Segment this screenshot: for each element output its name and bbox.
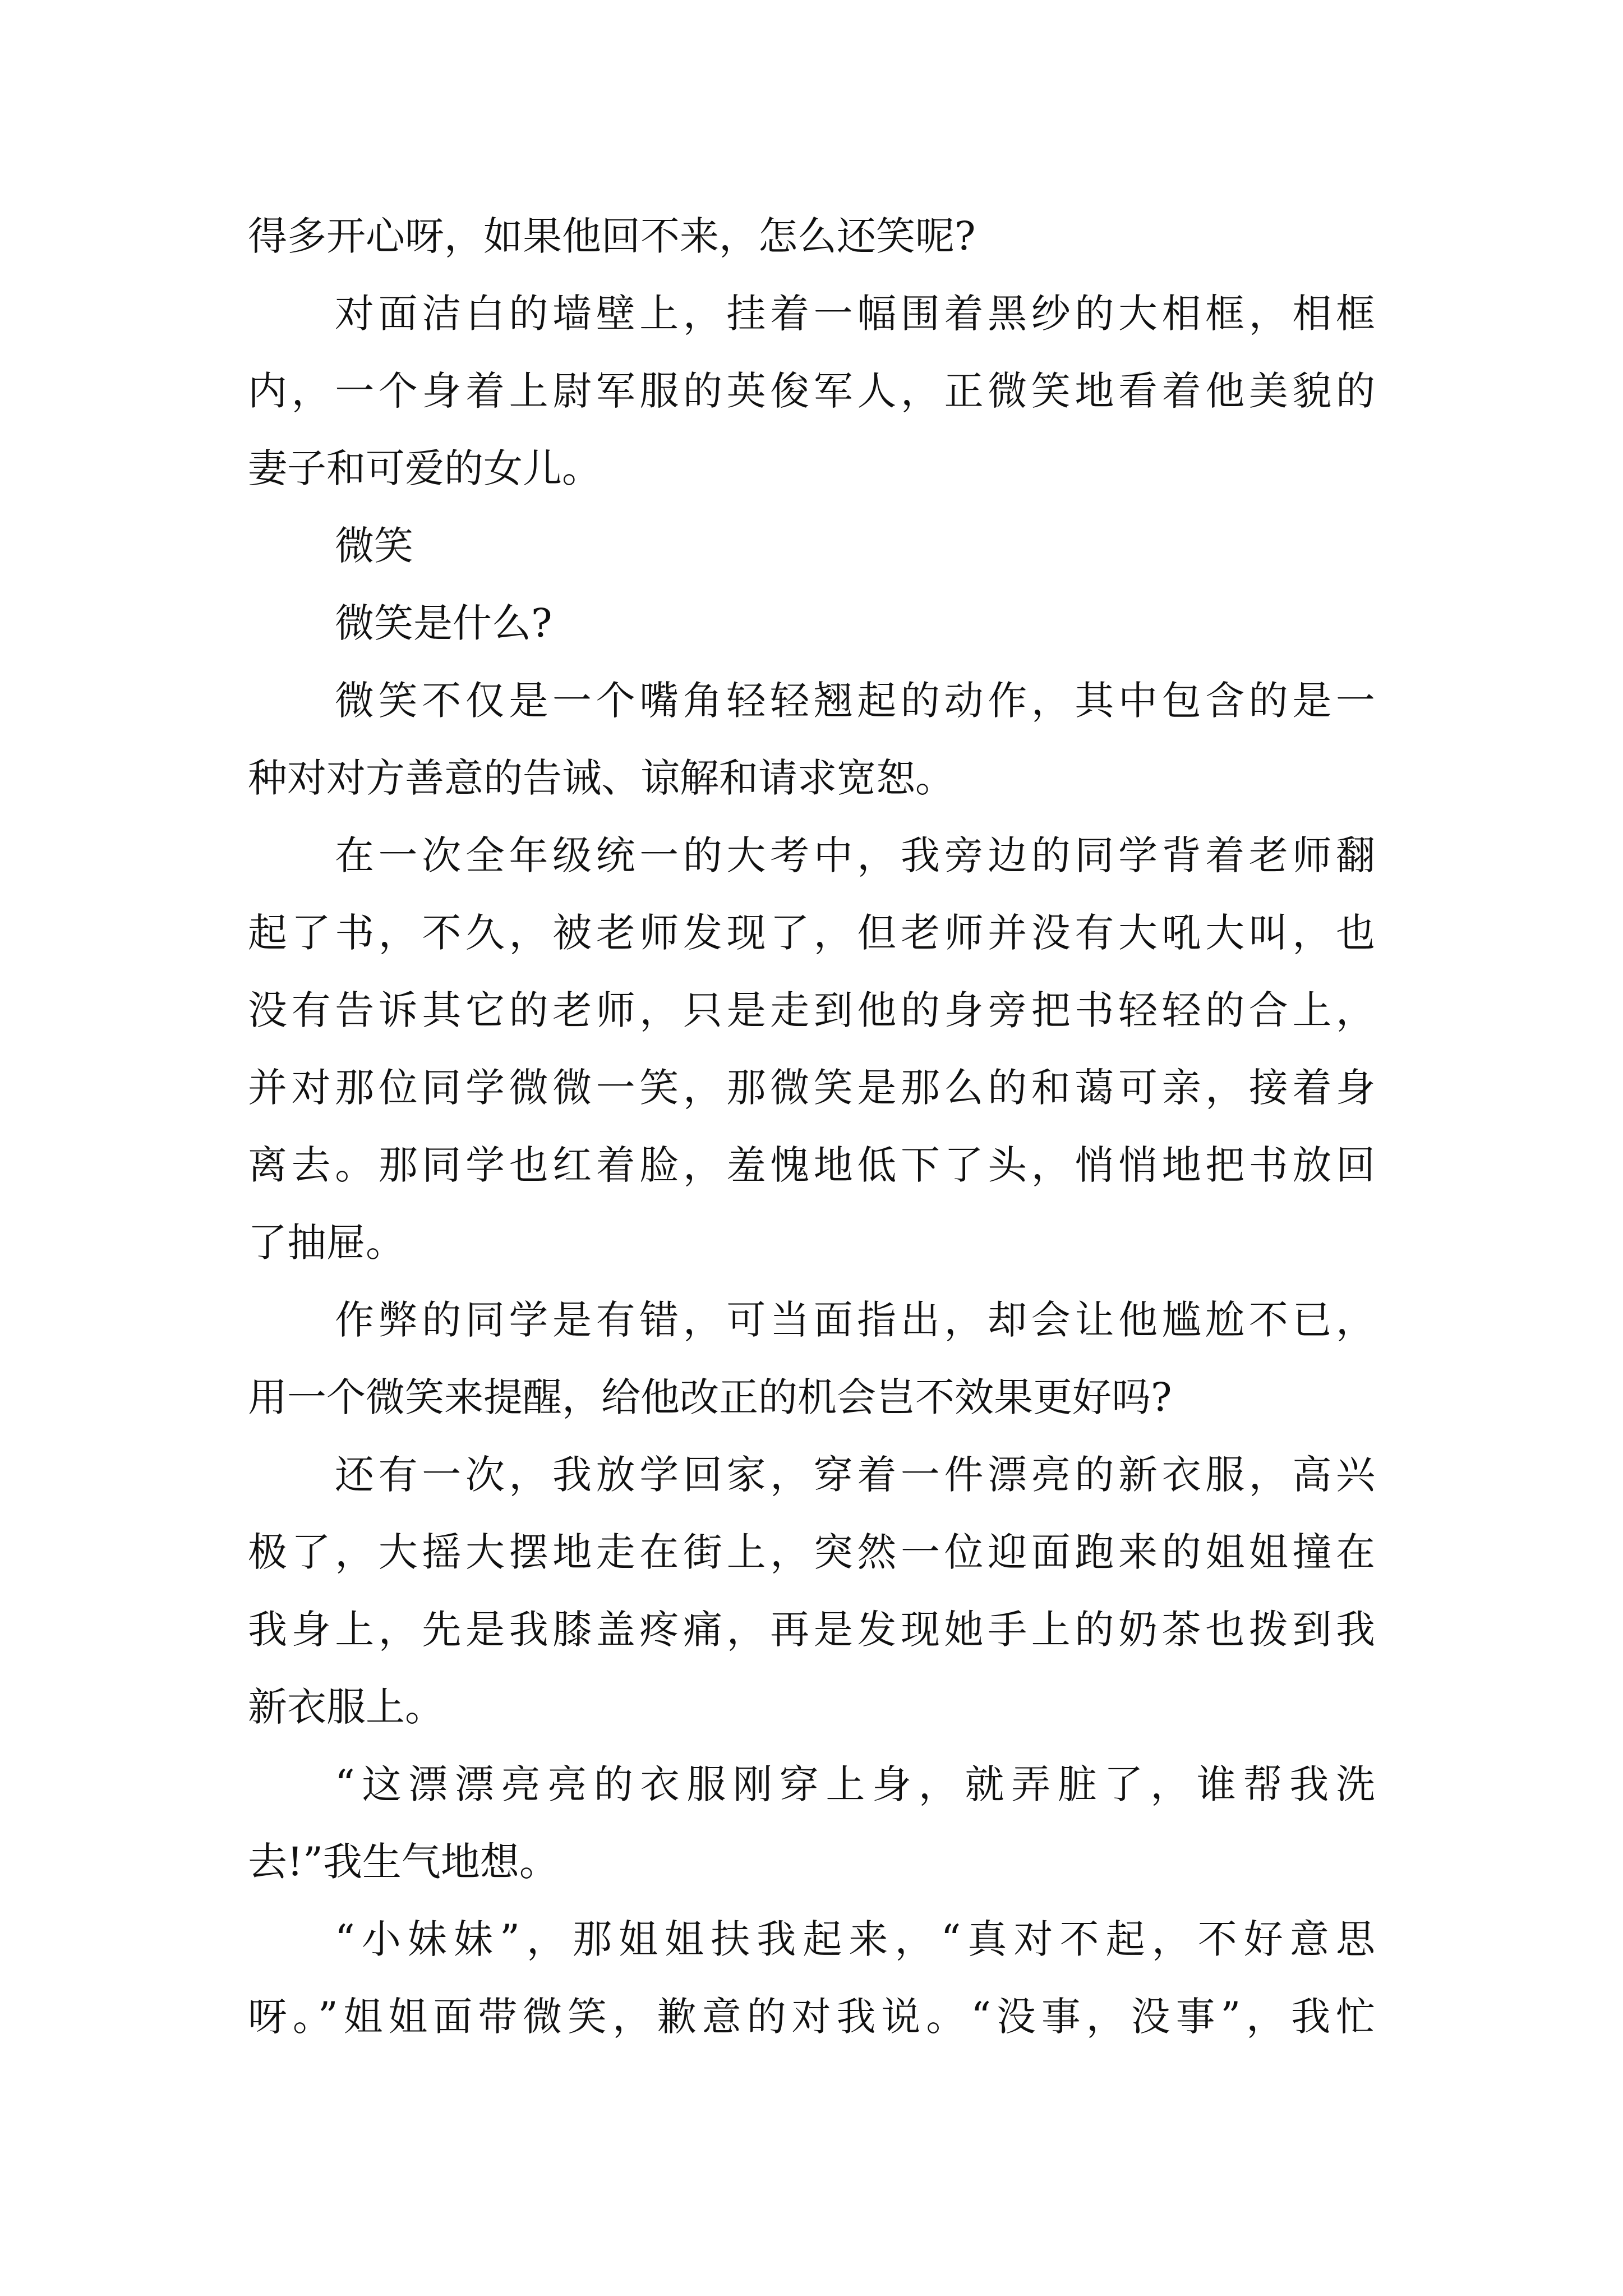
text-line: “小妹妹”，那姐姐扶我起来，“真对不起，不好意思 xyxy=(335,1916,1375,1962)
text-line: 了抽屉。 xyxy=(248,1220,405,1266)
text-line: “这漂漂亮亮的衣服刚穿上身，就弄脏了，谁帮我洗 xyxy=(335,1761,1375,1807)
body-text xyxy=(248,197,1375,2055)
text-line: 极了，大摇大摆地走在街上，突然一位迎面跑来的姐姐撞在 xyxy=(248,1529,1375,1575)
text-line: 用一个微笑来提醒，给他改正的机会岂不效果更好吗? xyxy=(248,1374,1172,1420)
section-heading: 微笑 xyxy=(335,523,413,569)
text-line: 呀。”姐姐面带微笑，歉意的对我说。“没事，没事”，我忙 xyxy=(248,1994,1375,2040)
text-line: 得多开心呀，如果他回不来，怎么还笑呢? xyxy=(248,213,976,259)
text-line: 微笑不仅是一个嘴角轻轻翘起的动作，其中包含的是一 xyxy=(335,678,1375,724)
text-line: 在一次全年级统一的大考中，我旁边的同学背着老师翻 xyxy=(335,832,1375,878)
text-line: 没有告诉其它的老师，只是走到他的身旁把书轻轻的合上， xyxy=(248,987,1375,1033)
text-line: 去!”我生气地想。 xyxy=(248,1839,559,1885)
text-line: 种对对方善意的告诫、谅解和请求宽恕。 xyxy=(248,755,955,801)
text-line: 内，一个身着上尉军服的英俊军人，正微笑地看着他美貌的 xyxy=(248,368,1375,414)
text-line: 妻子和可爱的女儿。 xyxy=(248,445,601,491)
text-line: 我身上，先是我膝盖疼痛，再是发现她手上的奶茶也拨到我 xyxy=(248,1607,1375,1653)
text-line: 对面洁白的墙壁上，挂着一幅围着黑纱的大相框，相框 xyxy=(335,291,1375,337)
text-line: 新衣服上。 xyxy=(248,1684,444,1730)
text-line: 离去。那同学也红着脸，羞愧地低下了头，悄悄地把书放回 xyxy=(248,1142,1375,1188)
text-line: 微笑是什么? xyxy=(335,600,552,646)
text-line: 起了书，不久，被老师发现了，但老师并没有大吼大叫，也 xyxy=(248,910,1375,956)
text-line: 并对那位同学微微一笑，那微笑是那么的和蔼可亲，接着身 xyxy=(248,1065,1375,1111)
text-line: 还有一次，我放学回家，穿着一件漂亮的新衣服，高兴 xyxy=(335,1452,1375,1498)
text-line: 作弊的同学是有错，可当面指出，却会让他尴尬不已， xyxy=(335,1297,1375,1343)
